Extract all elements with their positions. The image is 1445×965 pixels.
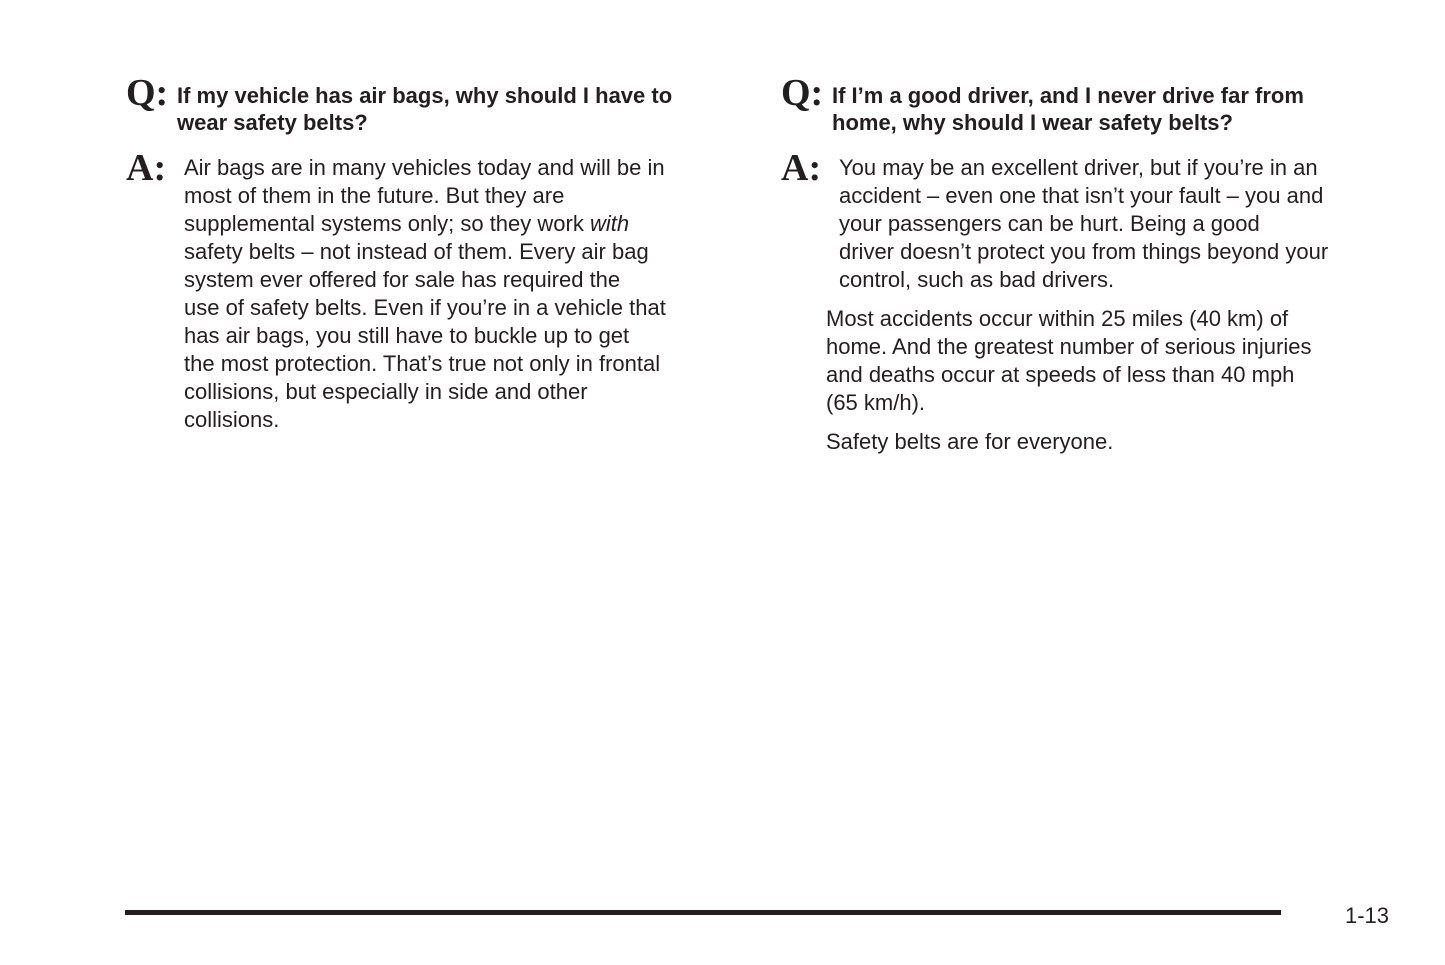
additional-paragraphs (826, 305, 1401, 456)
answer-line (184, 210, 746, 238)
question-text (832, 74, 1401, 136)
answer-line: accident – even one that isn’t your fault – you and (839, 183, 1324, 208)
question-line: wear safety belts? (177, 110, 368, 135)
paragraph-line: Most accidents occur within 25 miles (40 km) of (826, 306, 1289, 331)
answer-block (126, 147, 746, 434)
page-number: 1-13 (1345, 903, 1390, 928)
question-line: home, why should I wear safety belts? (832, 110, 1233, 135)
answer-block (781, 147, 1401, 294)
question-line: If I’m a good driver, and I never drive far from (832, 83, 1304, 108)
question-text (177, 74, 746, 136)
answer-line: Air bags are in many vehicles today and will be in (184, 155, 665, 180)
answer-line: You may be an excellent driver, but if you’re in an (839, 155, 1318, 180)
question-line: If my vehicle has air bags, why should I have to (177, 83, 673, 108)
paragraph-line: home. And the greatest number of serious injuries (826, 334, 1312, 359)
answer-line: control, such as bad drivers. (839, 267, 1115, 292)
answer-line: most of them in the future. But they are (184, 183, 565, 208)
answer-text (839, 154, 1401, 294)
question-block (126, 74, 746, 136)
question-block (781, 74, 1401, 136)
left-column (126, 74, 746, 434)
paragraph-line: (65 km/h). (826, 390, 926, 415)
paragraph-accident-stats (826, 305, 1401, 417)
answer-line: collisions, but especially in side and other (184, 379, 588, 404)
footer-rule (125, 910, 1281, 915)
paragraph-line: and deaths occur at speeds of less than 40 mph (826, 362, 1295, 387)
answer-line: has air bags, you still have to buckle up to get (184, 323, 630, 348)
answer-line: system ever offered for sale has required the (184, 267, 621, 292)
answer-line-text: supplemental systems only; so they work (184, 211, 590, 236)
answer-marker: A: (781, 147, 822, 189)
question-marker: Q: (781, 72, 824, 114)
paragraph-conclusion (826, 428, 1401, 456)
answer-line: the most protection. That’s true not only in frontal (184, 351, 661, 376)
answer-text (184, 154, 746, 434)
paragraph-line: Safety belts are for everyone. (826, 429, 1114, 454)
right-column (781, 74, 1401, 456)
answer-line: driver doesn’t protect you from things beyond your (839, 239, 1329, 264)
answer-line: safety belts – not instead of them. Every air bag (184, 239, 649, 264)
answer-marker: A: (126, 147, 167, 189)
answer-line: your passengers can be hurt. Being a good (839, 211, 1260, 236)
answer-line: collisions. (184, 407, 280, 432)
emphasis-with: with (589, 211, 630, 236)
answer-line: use of safety belts. Even if you’re in a vehicle that (184, 295, 666, 320)
question-marker: Q: (126, 72, 169, 114)
